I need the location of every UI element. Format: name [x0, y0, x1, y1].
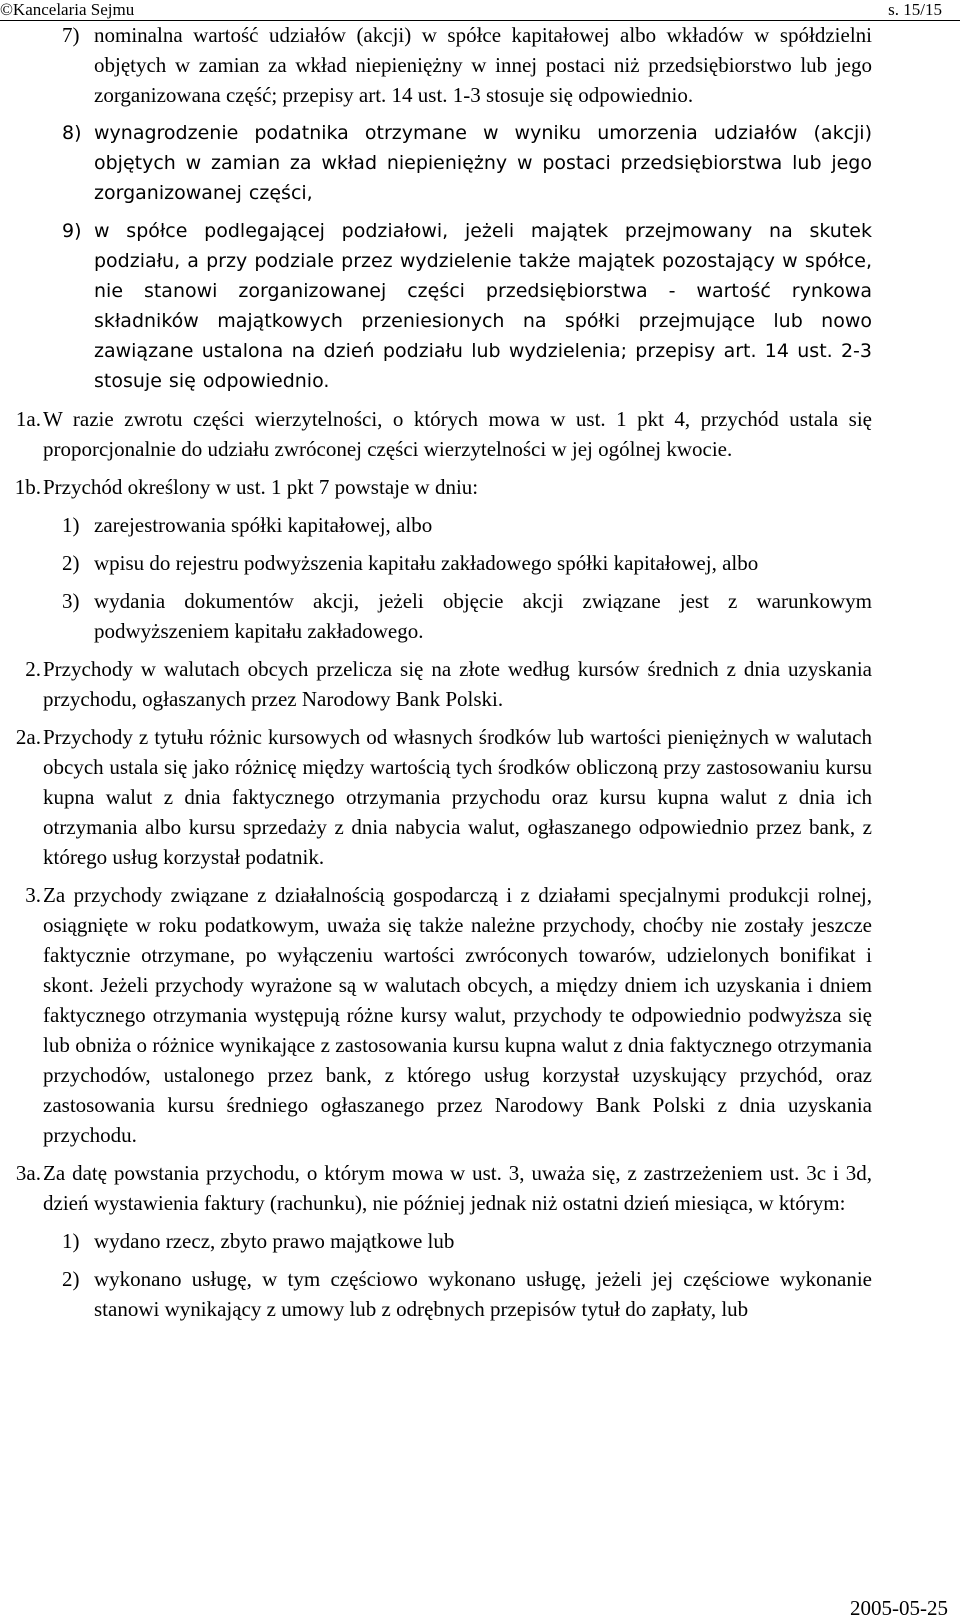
paragraph-text: Przychody w walutach obcych przelicza się na złote według kursów średnich z dnia uzyskania przychodu, ogłaszanych przez Narodowy Bank Polski.	[43, 657, 872, 711]
item-text: nominalna wartość udziałów (akcji) w spółce kapitałowej albo wkładów w spółdzielni objętych w zamian za wkład niepieniężny w innej postaci niż przedsiębiorstwo lub jego zorganizowana część; przepisy art. 14 ust. 1-3 stosuje się odpowiednio.	[94, 23, 872, 107]
item-number: 7)	[62, 23, 80, 47]
item-7	[0, 20, 872, 110]
paragraph-text: Przychód określony w ust. 1 pkt 7 powstaje w dniu:	[43, 475, 479, 499]
page-number: s. 15/15	[888, 0, 942, 19]
paragraph-number: 1a.	[15, 407, 41, 431]
item-text: wykonano usługę, w tym częściowo wykonano usługę, jeżeli jej częściowe wykonanie stanowi wynikający z umowy lub z odrębnych przepisów tytuł do zapłaty, lub	[94, 1267, 872, 1321]
paragraph-number: 3a.	[15, 1161, 41, 1185]
paragraph-number: 3.	[25, 883, 41, 907]
paragraph-1b	[0, 472, 872, 502]
paragraph-text: Za datę powstania przychodu, o którym mowa w ust. 3, uważa się, z zastrzeżeniem ust. 3c i 3d, dzień wystawienia faktury (rachunku), nie później jednak niż ostatni dzień miesiąca, w którym:	[43, 1161, 872, 1215]
item-text: wynagrodzenie podatnika otrzymane w wyniku umorzenia udziałów (akcji) objętych w zamian za wkład niepieniężny w postaci przedsiębiorstwa lub jego zorganizowanej części,	[94, 122, 872, 204]
paragraph-2a	[0, 722, 872, 872]
paragraph-3a-point-2	[0, 1264, 872, 1324]
paragraph-1b-point-3	[0, 586, 872, 646]
item-number: 2)	[62, 551, 80, 575]
paragraph-number: 1b.	[14, 475, 41, 499]
item-8	[0, 118, 872, 208]
paragraph-1b-point-1	[0, 510, 872, 540]
paragraph-1a	[0, 404, 872, 464]
paragraph-text: Za przychody związane z działalnością gospodarczą i z działami specjalnymi produkcji rolnej, osiągnięte w roku podatkowym, uważa się także należne przychody, choćby nie zostały jeszcze faktycznie otrzymane, po wyłączeniu wartości zwróconych towarów, udzielonych bonifikat i skont. Jeżeli przychody wyrażone są w walutach obcych, a między dniem ich uzyskania i dniem faktycznego otrzymania występują różne kursy walut, przychody te odpowiednio podwyższa się lub obniża o różnice wynikające z zastosowania kursu kupna walut z dnia faktycznego otrzymania przychodów, ustalonego przez bank, z którego usług korzystał uzyskujący przychód, oraz zastosowania kursu średniego ogłaszanego przez Narodowy Bank Polski z dnia uzyskania przychodu.	[43, 883, 872, 1147]
item-9	[0, 216, 872, 396]
item-number: 1)	[62, 1229, 80, 1253]
item-text: zarejestrowania spółki kapitałowej, albo	[94, 513, 433, 537]
item-text: wydania dokumentów akcji, jeżeli objęcie akcji związane jest z warunkowym podwyższeniem kapitału zakładowego.	[94, 589, 872, 643]
document-body	[0, 20, 872, 1324]
item-number: 9)	[62, 220, 82, 242]
item-text: w spółce podlegającej podziałowi, jeżeli majątek przejmowany na skutek podziału, a przy podziale przez wydzielenie także majątek pozostający w spółce, nie stanowi zorganizowanej części przedsiębiorstwa - wartość rynkowa składników majątkowych przeniesionych na spółki przejmujące lub nowo zawiązane ustalona na dzień podziału lub wydzielenia; przepisy art. 14 ust. 2-3 stosuje się odpowiednio.	[94, 220, 872, 392]
paragraph-1b-point-2	[0, 548, 872, 578]
item-number: 2)	[62, 1267, 80, 1291]
paragraph-number: 2.	[25, 657, 41, 681]
item-number: 8)	[62, 122, 82, 144]
paragraph-3a	[0, 1158, 872, 1218]
paragraph-text: W razie zwrotu części wierzytelności, o których mowa w ust. 1 pkt 4, przychód ustala się proporcjonalnie do udziału zwróconej części wierzytelności w jej ogólnej kwocie.	[43, 407, 872, 461]
header-copyright: ©Kancelaria Sejmu	[0, 0, 135, 19]
document-date: 2005-05-25	[850, 1596, 948, 1620]
item-number: 1)	[62, 513, 80, 537]
paragraph-3	[0, 880, 872, 1150]
paragraph-text: Przychody z tytułu różnic kursowych od własnych środków lub wartości pieniężnych w walutach obcych ustala się jako różnicę między wartością tych środków obliczoną przy zastosowaniu kursu kupna walut z dnia faktycznego otrzymania przychodu oraz kursu kupna walut z dnia ich otrzymania albo kursu sprzedaży z dnia nabycia walut, ogłaszanego odpowiednio przez bank, z którego usług korzystał podatnik.	[43, 725, 872, 869]
paragraph-3a-point-1	[0, 1226, 872, 1256]
item-text: wydano rzecz, zbyto prawo majątkowe lub	[94, 1229, 455, 1253]
paragraph-number: 2a.	[15, 725, 41, 749]
paragraph-2	[0, 654, 872, 714]
item-number: 3)	[62, 589, 80, 613]
item-text: wpisu do rejestru podwyższenia kapitału zakładowego spółki kapitałowej, albo	[94, 551, 759, 575]
